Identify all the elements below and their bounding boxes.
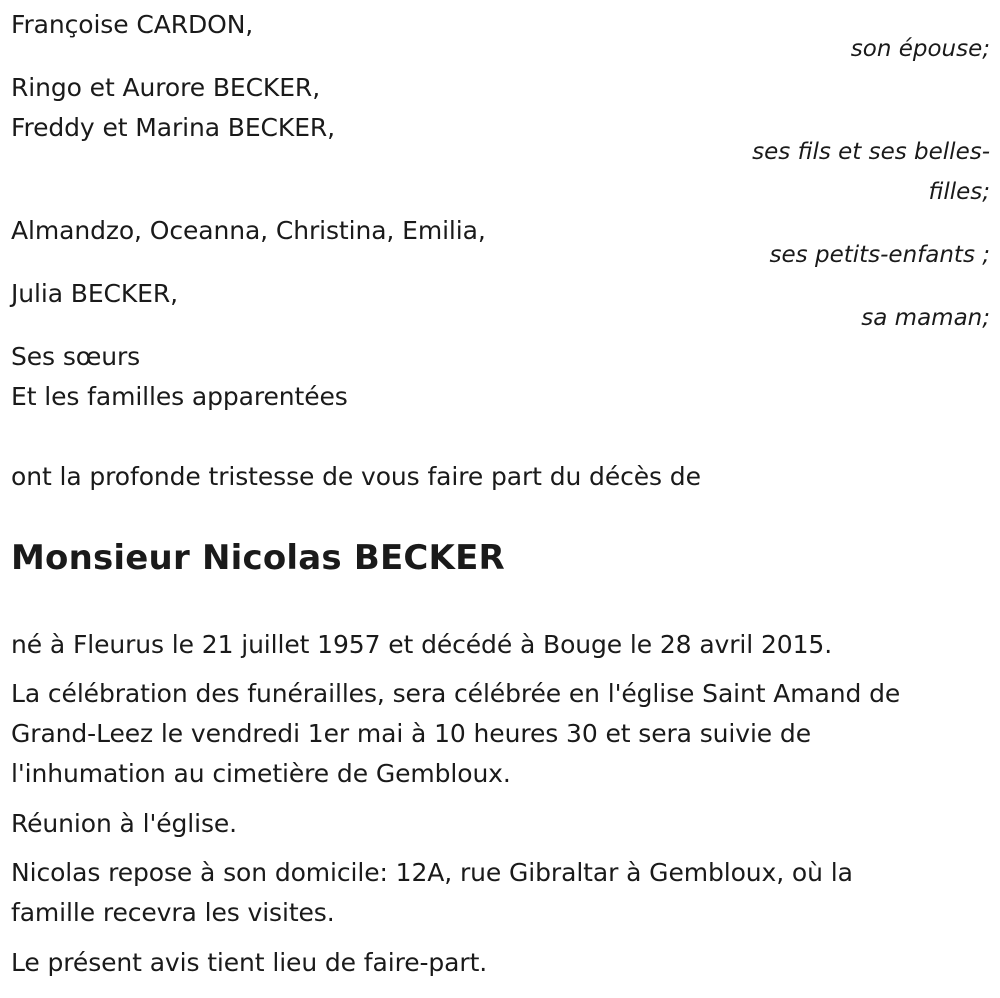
announcement-text: ont la profonde tristesse de vous faire part du décès de <box>11 462 701 491</box>
son-2-name: Freddy et Marina BECKER, <box>11 113 336 142</box>
spouse-name: Françoise CARDON, <box>11 10 254 39</box>
notice-text: Le présent avis tient lieu de faire-part. <box>11 948 488 977</box>
mother-name: Julia BECKER, <box>11 279 178 308</box>
grandchildren-role: ses petits-enfants ; <box>769 242 990 268</box>
relatives-line: Et les familles apparentées <box>11 382 348 411</box>
spouse-role: son épouse; <box>850 36 990 62</box>
rest-line-1: Nicolas repose à son domicile: 12A, rue Gibraltar à Gembloux, où la <box>11 858 853 887</box>
ceremony-line-1: La célébration des funérailles, sera célébrée en l'église Saint Amand de <box>11 679 901 708</box>
sons-role-line-1: ses fils et ses belles- <box>752 139 990 165</box>
son-1-name: Ringo et Aurore BECKER, <box>11 73 321 102</box>
meeting-text: Réunion à l'église. <box>11 809 238 838</box>
sons-role-line-2: filles; <box>928 179 990 205</box>
grandchildren-names: Almandzo, Oceanna, Christina, Emilia, <box>11 216 486 245</box>
deceased-name: Monsieur Nicolas BECKER <box>11 538 505 578</box>
rest-line-2: famille recevra les visites. <box>11 898 335 927</box>
mother-role: sa maman; <box>861 305 990 331</box>
ceremony-line-3: l'inhumation au cimetière de Gembloux. <box>11 759 511 788</box>
birth-death-text: né à Fleurus le 21 juillet 1957 et décédé à Bouge le 28 avril 2015. <box>11 630 833 659</box>
ceremony-line-2: Grand-Leez le vendredi 1er mai à 10 heures 30 et sera suivie de <box>11 719 811 748</box>
sisters-line: Ses sœurs <box>11 342 141 371</box>
